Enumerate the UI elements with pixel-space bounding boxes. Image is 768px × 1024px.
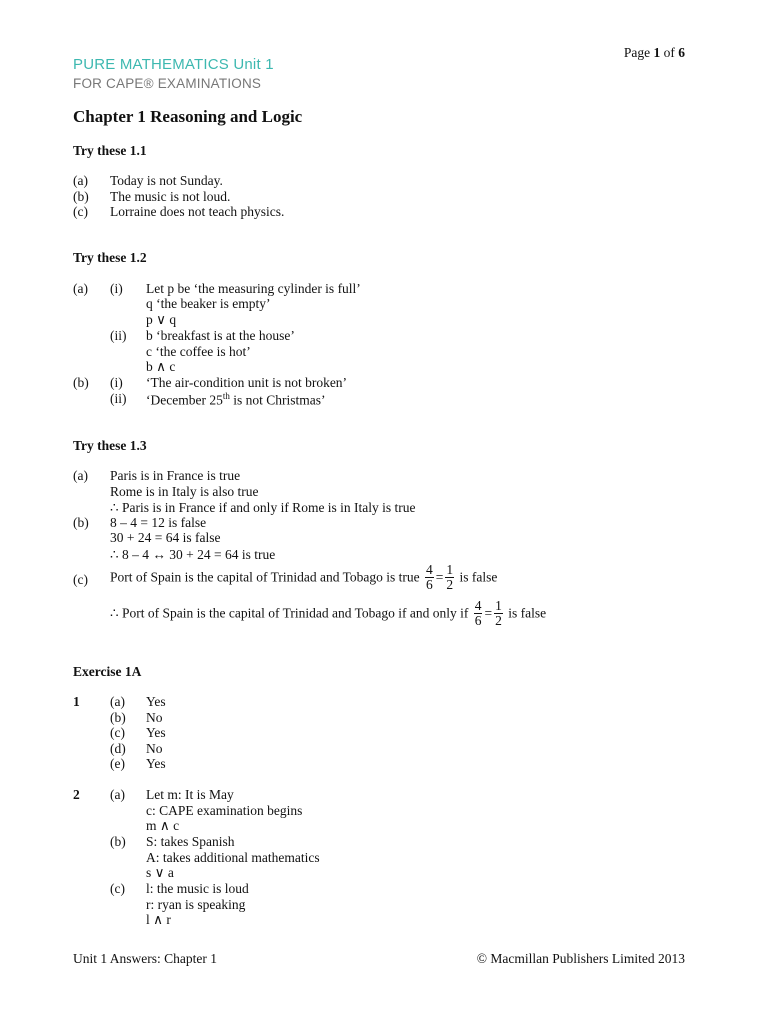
ex1a-q1-label-a: (a): [110, 694, 125, 709]
ex1a-q2-a-line2: c: CAPE examination begins: [146, 803, 303, 818]
try12-a-i-line3: p ∨ q: [146, 312, 177, 327]
fraction-four-sixths-2: $\frac{4}{6}$: [474, 598, 482, 628]
page-number: Page 1 of 6: [623, 45, 685, 60]
ex1a-q2-label-b: (b): [110, 834, 126, 849]
fraction-one-half: $\frac{1}{2}$: [446, 562, 454, 592]
try13-b-line3: ∴ 8 – 4 ↔ 30 + 24 = 64 is true: [110, 547, 276, 562]
try12-b-i-text: ‘The air-condition unit is not broken’: [146, 375, 348, 390]
try12-label-a-ii: (ii): [110, 328, 127, 343]
ex1a-q2-label-a: (a): [110, 787, 125, 802]
try13-c-line2: ∴ Port of Spain is the capital of Trinidad and Tobago if and only if $\frac{4}{6}$ = $\frac{1}{2}$ is false: [110, 598, 547, 628]
brand-title: PURE MATHEMATICS Unit 1: [73, 56, 274, 73]
try11-label-a: (a): [73, 173, 88, 188]
try12-a-i-line1: Let p be ‘the measuring cylinder is full’: [146, 281, 361, 296]
ex1a-q1-number: 1: [73, 694, 80, 709]
try13-a-line2: Rome is in Italy is also true: [110, 484, 259, 499]
ex1a-q1-answer-d: No: [146, 741, 163, 756]
ex1a-q2-label-c: (c): [110, 881, 125, 896]
chapter-title: Chapter 1 Reasoning and Logic: [73, 107, 303, 126]
try12-a-i-line2: q ‘the beaker is empty’: [146, 296, 271, 311]
try13-label-c: (c): [73, 572, 88, 587]
try11-label-b: (b): [73, 189, 89, 204]
section-heading-try12: Try these 1.2: [73, 250, 147, 265]
ex1a-q2-c-line1: l: the music is loud: [146, 881, 249, 896]
fraction-one-half-2: $\frac{1}{2}$: [495, 598, 502, 628]
brand-subtitle: FOR CAPE® EXAMINATIONS: [73, 76, 262, 91]
try12-a-ii-line1: b ‘breakfast is at the house’: [146, 328, 295, 343]
ex1a-q2-b-line3: s ∨ a: [146, 865, 174, 880]
try12-label-b-ii: (ii): [110, 391, 127, 406]
ex1a-q1-answer-a: Yes: [146, 694, 166, 709]
ex1a-q2-number: 2: [73, 787, 80, 802]
ex1a-q1-label-b: (b): [110, 710, 126, 725]
ex1a-q2-c-line3: l ∧ r: [146, 912, 171, 927]
try12-label-b: (b): [73, 375, 89, 390]
try13-b-line1: 8 – 4 = 12 is false: [110, 515, 207, 530]
try12-label-a: (a): [73, 281, 88, 296]
try12-b-ii-text: ‘December 25th is not Christmas’: [146, 391, 326, 408]
section-heading-exercise1a: Exercise 1A: [73, 664, 142, 679]
try12-a-ii-line2: c ‘the coffee is hot’: [146, 344, 251, 359]
ex1a-q1-answer-e: Yes: [146, 756, 166, 771]
try13-a-line1: Paris is in France is true: [110, 468, 241, 483]
try13-a-line3: ∴ Paris is in France if and only if Rome is in Italy is true: [110, 500, 416, 515]
ex1a-q1-label-e: (e): [110, 756, 125, 771]
ex1a-q1-answer-b: No: [146, 710, 163, 725]
section-heading-try11: Try these 1.1: [73, 143, 147, 158]
try13-label-b: (b): [73, 515, 89, 530]
try11-label-c: (c): [73, 204, 88, 219]
section-heading-try13: Try these 1.3: [73, 438, 147, 453]
try11-text-c: Lorraine does not teach physics.: [110, 204, 285, 219]
try12-label-a-i: (i): [110, 281, 123, 296]
ex1a-q2-b-line2: A: takes additional mathematics: [146, 850, 320, 865]
try12-label-b-i: (i): [110, 375, 123, 390]
try12-a-ii-line3: b ∧ c: [146, 359, 176, 374]
try13-label-a: (a): [73, 468, 88, 483]
ex1a-q1-label-c: (c): [110, 725, 125, 740]
ex1a-q2-a-line3: m ∧ c: [146, 818, 180, 833]
footer-left: Unit 1 Answers: Chapter 1: [73, 951, 217, 966]
ex1a-q2-c-line2: r: ryan is speaking: [146, 897, 246, 912]
ex1a-q1-label-d: (d): [110, 741, 126, 756]
try11-text-b: The music is not loud.: [110, 189, 231, 204]
ex1a-q1-answer-c: Yes: [146, 725, 166, 740]
footer-copyright: © Macmillan Publishers Limited 2013: [476, 951, 685, 966]
try13-c-line1: Port of Spain is the capital of Trinidad and Tobago is true $\frac{4}{6}$ = $\frac{1}{2}$ is false: [110, 562, 498, 592]
ex1a-q2-b-line1: S: takes Spanish: [146, 834, 235, 849]
try13-b-line2: 30 + 24 = 64 is false: [110, 530, 221, 545]
try11-text-a: Today is not Sunday.: [110, 173, 223, 188]
fraction-four-sixths: $\frac{4}{6}$: [426, 562, 433, 592]
ex1a-q2-a-line1: Let m: It is May: [146, 787, 234, 802]
